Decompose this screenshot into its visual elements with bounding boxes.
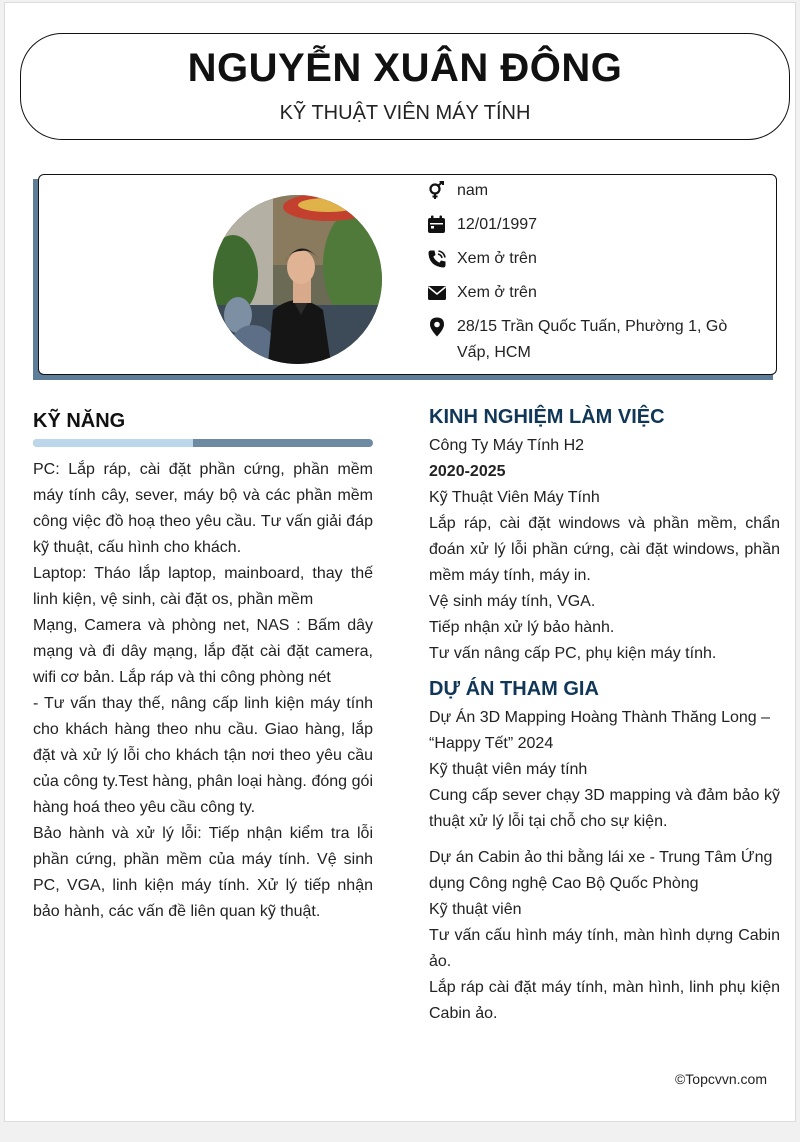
project-item [429,705,780,835]
address-value: 28/15 Trần Quốc Tuấn, Phường 1, Gò Vấp, HCM [457,318,728,361]
skills-section [33,403,373,925]
skill-paragraph: PC: Lắp ráp, cài đặt phần cứng, phần mềm máy tính cây, sever, máy bộ và các phần mềm công việc đồ hoạ theo yêu cầu. Tư vấn giải đáp kỹ thuật, cấu hình cho khách. [33,461,373,556]
skill-paragraph: Laptop: Tháo lắp laptop, mainboard, thay thế linh kiện, vệ sinh, cài đặt os, phần mềm [33,565,373,608]
experience-detail: Vệ sinh máy tính, VGA. [429,593,596,610]
position-title: Kỹ Thuật Viên Máy Tính [429,489,600,506]
project-detail: Tư vấn cấu hình máy tính, màn hình dựng Cabin ảo. [429,927,780,970]
phone-value: Xem ở trên [457,250,537,267]
contact-email [427,283,537,306]
calendar-icon [427,215,447,235]
job-title: KỸ THUẬT VIÊN MÁY TÍNH [279,102,531,124]
project-role: Kỹ thuật viên máy tính [429,761,588,778]
footer-credit: ©Topcvvn.com [674,1071,767,1087]
header-box [20,33,790,140]
skill-paragraph: Bảo hành và xử lý lỗi: Tiếp nhận kiểm tra lỗi phần cứng, phần mềm của máy tính. Vệ sinh PC, VGA, linh kiện máy tính. Xử lý tiếp nhận bảo hành, các vấn đề liên quan kỹ thuật. [33,825,373,920]
location-pin-icon [427,317,447,337]
birthday-value: 12/01/1997 [457,216,538,233]
projects-title: DỰ ÁN THAM GIA [429,678,599,700]
project-role: Kỹ thuật viên [429,901,522,918]
skill-level-bar [33,439,373,447]
project-name: Dự Án 3D Mapping Hoàng Thành Thăng Long – “Happy Tết” 2024 [429,709,771,752]
avatar-photo [213,195,382,364]
experience-detail: Tư vấn nâng cấp PC, phụ kiện máy tính. [429,645,717,662]
contact-phone [427,249,537,272]
right-column [429,401,780,1027]
skill-level-fill [33,439,193,447]
experience-title: KINH NGHIỆM LÀM VIỆC [429,406,665,428]
project-name: Dự án Cabin ảo thi bằng lái xe - Trung Tâm Ứng dụng Công nghệ Cao Bộ Quốc Phòng [429,849,773,892]
phone-icon [427,249,447,269]
skill-paragraph: Mạng, Camera và phòng net, NAS : Bấm dây mạng và đi dây mạng, lắp đặt cài đặt camera, wifi cơ bản. Lắp ráp và thi công phòng nét [33,617,373,686]
candidate-name: NGUYỄN XUÂN ĐÔNG [187,46,623,90]
gender-icon [427,181,447,201]
skill-paragraph: - Tư vấn thay thế, nâng cấp linh kiện máy tính cho khách hàng theo nhu cầu. Giao hàng, lắp đặt và xử lý lỗi cho khách tận nơi theo yêu cầu của công ty.Test hàng, phân loại hàng. đóng gói hàng hoá theo yêu cầu công ty. [33,695,373,816]
company-name: Công Ty Máy Tính H2 [429,437,585,454]
envelope-icon [427,283,447,303]
contact-gender [427,181,488,204]
experience-detail: Lắp ráp, cài đặt windows và phần mềm, chẩn đoán xử lý lỗi phần cứng, cài đặt windows, phần mềm máy tính, máy in. [429,515,780,584]
avatar [213,195,382,364]
project-detail: Cung cấp sever chạy 3D mapping và đảm bảo kỹ thuật xử lý lỗi tại chỗ cho sự kiện. [429,787,780,830]
experience-detail: Tiếp nhận xử lý bảo hành. [429,619,615,636]
gender-value: nam [457,182,489,199]
contact-birthday [427,215,537,238]
cv-page [4,2,796,1122]
project-item [429,845,780,1027]
skills-title: KỸ NĂNG [33,410,126,432]
email-value: Xem ở trên [457,284,537,301]
work-period: 2020-2025 [429,463,506,480]
contact-address [427,317,757,366]
project-detail: Lắp ráp cài đặt máy tính, màn hình, linh phụ kiện Cabin ảo. [429,979,780,1022]
